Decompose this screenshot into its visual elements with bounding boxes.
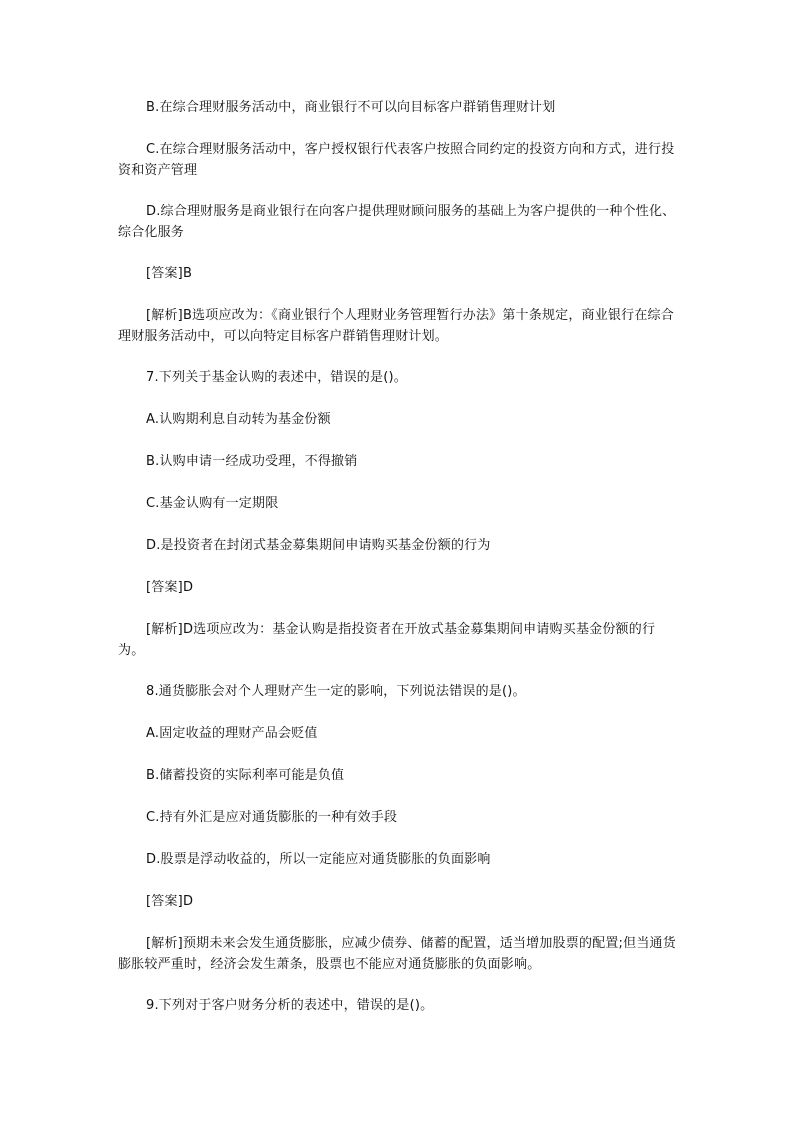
- option-a-q8: A.固定收益的理财产品会贬值: [146, 726, 318, 741]
- option-d-q6: D.综合理财服务是商业银行在向客户提供理财顾问服务的基础上为客户提供的一种个性化、综合化服务: [118, 204, 676, 240]
- option-c-q8: C.持有外汇是应对通货膨胀的一种有效手段: [146, 810, 398, 825]
- explanation-q6: [解析]B选项应改为：《商业银行个人理财业务管理暂行办法》第十条规定，商业银行在综合理财服务活动中，可以向特定目标客户群销售理财计划。: [118, 308, 674, 344]
- explanation-q7: [解析]D选项应改为：基金认购是指投资者在开放式基金募集期间申请购买基金份额的行为。: [118, 622, 656, 658]
- answer-q8: [答案]D: [146, 894, 194, 909]
- option-d-q8: D.股票是浮动收益的，所以一定能应对通货膨胀的负面影响: [146, 852, 491, 867]
- question-7: 7.下列关于基金认购的表述中，错误的是()。: [146, 370, 407, 385]
- option-c-q7: C.基金认购有一定期限: [146, 496, 279, 511]
- question-8: 8.通货膨胀会对个人理财产生一定的影响，下列说法错误的是()。: [146, 684, 526, 699]
- option-b-q7: B.认购申请一经成功受理，不得撤销: [146, 454, 358, 469]
- option-b-q8: B.储蓄投资的实际利率可能是负值: [146, 768, 345, 783]
- option-d-q7: D.是投资者在封闭式基金募集期间申请购买基金份额的行为: [146, 538, 491, 553]
- option-c-q6: C.在综合理财服务活动中，客户授权银行代表客户按照合同约定的投资方向和方式，进行投资和资产管理: [118, 142, 675, 178]
- answer-q7: [答案]D: [146, 580, 194, 595]
- option-b-q6: B.在综合理财服务活动中，商业银行不可以向目标客户群销售理财计划: [146, 100, 556, 115]
- answer-q6: [答案]B: [146, 266, 193, 281]
- explanation-q8: [解析]预期未来会发生通货膨胀，应减少债券、储蓄的配置，适当增加股票的配置;但当通货膨胀较严重时，经济会发生萧条，股票也不能应对通货膨胀的负面影响。: [118, 936, 676, 972]
- question-9: 9.下列对于客户财务分析的表述中，错误的是()。: [146, 998, 434, 1013]
- option-a-q7: A.认购期利息自动转为基金份额: [146, 412, 331, 427]
